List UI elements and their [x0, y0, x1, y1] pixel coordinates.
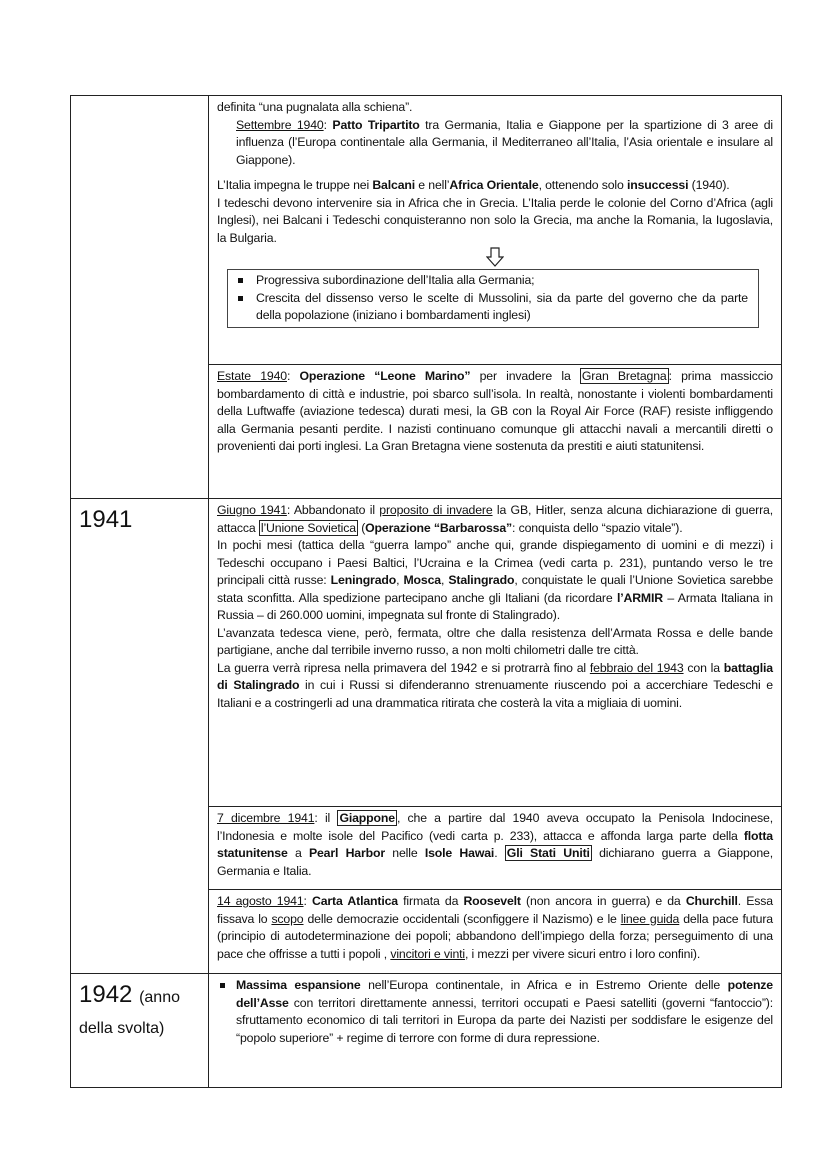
text-run: a: [287, 846, 309, 860]
paragraph: [217, 810, 773, 880]
text-run: nell’Europa continentale, in Africa e in Estremo Oriente delle: [360, 978, 728, 992]
underlined-date: Settembre 1940: [236, 117, 324, 132]
paragraph: [217, 99, 773, 117]
paragraph: [217, 177, 773, 195]
text-run: :: [323, 117, 333, 132]
year-note: (anno della svolta): [79, 989, 180, 1037]
text-run: (: [357, 520, 366, 535]
text-run: dichiarano guerra a Giappone, Germania e Italia.: [217, 846, 773, 878]
text-run: in cui i Russi si difenderanno strenuamente riuscendo poi a accerchiare Tedeschi e Italiani e a costringerli ad una drammatica ritirata che costerà la vita a migliaia di uomini.: [217, 678, 773, 710]
content-column: [209, 974, 781, 1087]
content-cell: [209, 889, 781, 973]
text-run: : Abbandonato il: [286, 503, 380, 517]
underlined-date: 14 agosto 1941: [217, 894, 304, 908]
text-run: la GB, Hitler, senza alcuna dichiarazione di guerra, attacca: [217, 503, 774, 535]
bold-term: Operazione “Leone Marino”: [299, 369, 471, 383]
bold-term: insuccessi: [626, 178, 689, 192]
bold-term: Pearl Harbor: [308, 846, 385, 860]
year-cell: [71, 96, 209, 498]
content-cell: [209, 806, 781, 889]
boxed-term: l’Unione Sovietica: [260, 520, 356, 535]
underlined-date: Estate 1940: [217, 369, 287, 383]
bold-term: battaglia di Stalingrado: [217, 660, 773, 692]
text-run: – Armata Italiana in Russia – di 260.000 uomini, impegnata sul fronte di Stalingrado).: [217, 590, 773, 622]
bullet-item: Progressiva subordinazione dell’Italia alla Germania;: [256, 272, 748, 290]
text-run: :: [286, 369, 300, 383]
boxed-term: Gran Bretagna: [581, 369, 667, 383]
text-run: (1940).: [688, 178, 730, 192]
consequences-box: [227, 269, 759, 328]
content-column: [209, 499, 781, 973]
content-cell: [209, 364, 781, 498]
bullet-item: Crescita del dissenso verso le scelte di Mussolini, sia da parte del governo che da parte della popolazione (iniziano i bombardamenti inglesi): [256, 290, 748, 325]
underlined-date: proposito di invadere: [379, 503, 493, 517]
timeline-row: [71, 498, 781, 973]
text-run: tra Germania, Italia e Giappone per la spartizione di 3 aree di influenza (l’Europa continentale alla Germania, il Mediterraneo all’Italia, l’Asia orientale e insulare al Giappone).: [236, 117, 773, 167]
underlined-date: scopo: [271, 911, 304, 926]
content-cell: [209, 974, 781, 1087]
text-run: , conquistate le quali l’Unione Sovietica sarebbe stata sconfitta. Alla spedizione partecipano anche gli Italiani (da ricordare: [217, 573, 774, 605]
text-run: , i mezzi per vivere sicuri entro i loro confini).: [465, 946, 701, 961]
content-cell: [209, 499, 781, 806]
text-run: nelle: [384, 846, 425, 860]
year-cell: [71, 499, 209, 973]
paragraph: [236, 117, 773, 170]
text-run: .: [494, 846, 505, 860]
bold-term: Churchill: [685, 894, 738, 908]
text-run: ,: [396, 573, 404, 587]
year-label: 1941: [79, 506, 133, 533]
bold-term: Mosca: [403, 573, 441, 587]
text-run: : il: [314, 811, 338, 825]
underlined-date: Giugno 1941: [217, 503, 287, 517]
underlined-date: linee guida: [620, 911, 680, 926]
bold-term: Isole Hawai: [424, 846, 495, 860]
text-run: :: [303, 894, 312, 908]
bullet-list: [217, 977, 773, 1047]
bold-term: Africa Orientale: [449, 178, 539, 192]
text-run: con la: [683, 660, 724, 675]
down-arrow-icon: [217, 247, 773, 269]
text-run: La guerra verrà ripresa nella primavera del 1942 e si protrarrà fino al: [217, 660, 590, 675]
year-label: 1942: [79, 981, 133, 1008]
boxed-term: Gli Stati Uniti: [506, 846, 590, 860]
paragraph: [217, 502, 773, 537]
bold-term: Massima espansione: [236, 978, 361, 992]
underlined-date: febbraio del 1943: [589, 660, 684, 675]
text-run: L’avanzata tedesca viene, però, fermata, oltre che dalla resistenza dell’Armata Rossa e delle bande partigiane, anche dal terribile inverno russo, a non molti chilometri dalle tre città.: [217, 625, 773, 657]
text-run: definita “una pugnalata alla schiena”.: [217, 100, 413, 114]
underlined-date: vincitori e vinti: [390, 946, 466, 961]
boxed-term: Giappone: [339, 811, 395, 825]
text-run: della pace futura (principio di autodeterminazione dei popoli; abbandono dell’impiego della forza; perseguimento di una pace che offrisse a tutti i popoli ,: [217, 911, 773, 961]
bullet-item: [236, 977, 773, 1047]
underlined-date: 7 dicembre 1941: [217, 811, 315, 825]
text-run: : conquista dello “spazio vitale”).: [512, 520, 683, 535]
paragraph: [217, 625, 773, 660]
timeline-row: [71, 973, 781, 1087]
bold-term: flotta statunitense: [217, 828, 773, 860]
text-run: . Essa fissava lo: [217, 894, 773, 926]
paragraph: [217, 195, 773, 248]
text-run: delle democrazie occidentali (sconfiggere il Nazismo) e le: [303, 911, 621, 926]
text-run: : prima massiccio bombardamento di città e industrie, poi sbarco sull’isola. In realtà, nonostante i violenti bombardamenti della Luftwaffe (aviazione tedesca) durati mesi, la GB con la Royal Air Force (RAF) resiste infliggendo alla Germania pesanti perdite. I nazisti continuano comunque gli attacchi navali a mercantili diretti o provenienti dai porti inglesi. La Gran Bretagna viene sostenuta da prestiti e aiuti statunitensi.: [217, 369, 773, 453]
text-run: per invadere la: [470, 369, 580, 383]
text-run: firmata da: [397, 894, 464, 908]
paragraph: [217, 368, 773, 456]
year-cell: [71, 974, 209, 1087]
paragraph: [217, 660, 773, 713]
paragraph: [217, 893, 773, 963]
text-run: (non ancora in guerra) e da: [520, 894, 686, 908]
paragraph: [217, 537, 773, 625]
bold-term: l’ARMIR: [616, 590, 664, 605]
text-run: ,: [441, 573, 449, 587]
text-run: , ottenendo solo: [538, 178, 627, 192]
bold-term: potenze dell’Asse: [236, 978, 773, 1010]
bold-term: Stalingrado: [448, 573, 515, 587]
bold-term: Operazione “Barbarossa”: [365, 520, 513, 535]
bold-term: Carta Atlantica: [311, 894, 398, 908]
bold-term: Balcani: [372, 178, 416, 192]
bold-term: Patto Tripartito: [332, 117, 420, 132]
text-run: L’Italia impegna le truppe nei: [217, 178, 373, 192]
text-run: , che a partire dal 1940 aveva occupato la Penisola Indocinese, l’Indonesia e molte isole del Pacifico (vedi carta p. 233), attacca e affonda larga parte della: [217, 811, 773, 843]
text-run: con territori direttamente annessi, territori occupati e Paesi satelliti (governi “fantoccio”): sfruttamento economico di tali territori in Europa da parte dei Nazisti per soddisfare le esigenze del “popolo superiore” + regime di terrore con forme di dura repressione.: [236, 995, 773, 1045]
bold-term: Roosevelt: [463, 894, 521, 908]
text-run: I tedeschi devono intervenire sia in Africa che in Grecia. L’Italia perde le colonie del Corno d’Africa (agli Inglesi), nei Balcani i Tedeschi conquisteranno non solo la Grecia, ma anche la Romania, la Iugoslavia, la Bulgaria.: [217, 195, 773, 245]
bold-term: Leningrado: [330, 573, 397, 587]
content-column: [209, 96, 781, 498]
text-run: e nell’: [415, 178, 450, 192]
timeline-row: [71, 96, 781, 498]
text-run: In pochi mesi (tattica della “guerra lampo” anche qui, grande dispiegamento di uomini e di mezzi) i Tedeschi occupano i Paesi Baltici, l’Ucraina e la Crimea (vedi carta p. 231), puntando verso le tre principali città russe:: [217, 538, 773, 587]
history-timeline-table: [70, 95, 782, 1088]
content-cell: [209, 96, 781, 364]
